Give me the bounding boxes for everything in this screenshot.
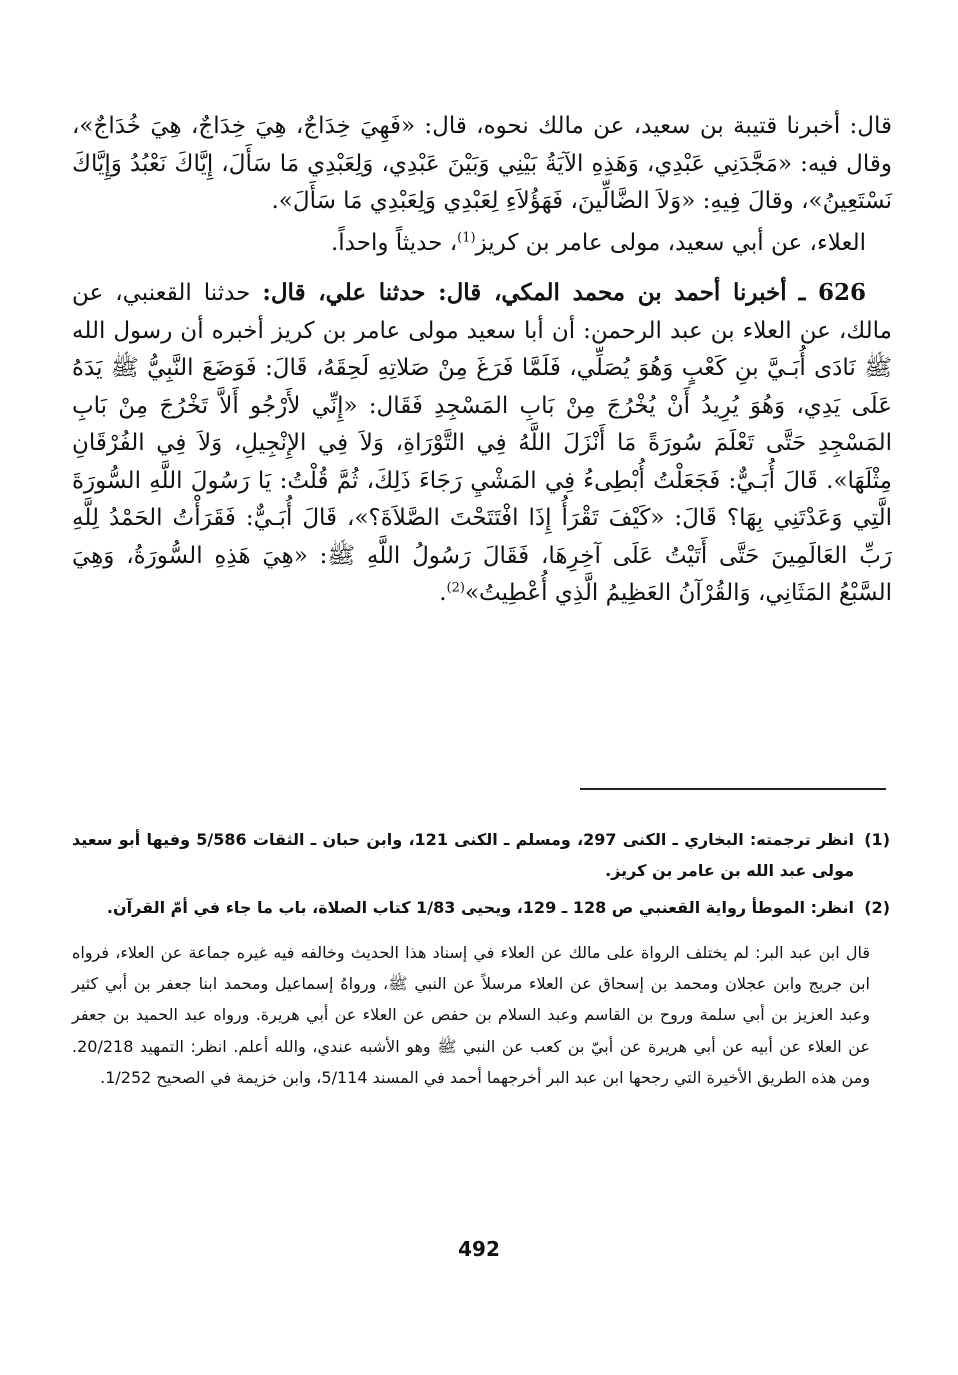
footnote-commentary: قال ابن عبد البر: لم يختلف الرواة على مالك عن العلاء في إسناد هذا الحديث وخالفه فيه غيره جماعة عن العلاء، فرواه ابن جريج وابن عجلان ومحمد بن إسحاق عن العلاء مرسلاً عن النبي ﷺ، ورواهُ إسماعيل ومحمد ابنا جعفر بن أبي كثير وعبد العزيز بن أبي سلمة وروح بن القاسم وعبد السلام بن حفص عن العلاء عن أبي هريرة. ورواه عبد الحميد بن جعفر عن العلاء عن أبيه عن أبي هريرة عن أبيّ بن كعب عن النبي ﷺ وهو الأشبه عندي، والله أعلم. انظر: التمهيد 20/218. ومن هذه الطريق الأخيرة التي رجحها ابن عبد البر أخرجهما أحمد في المسند 5/114، وابن خزيمة في الصحيح 1/252. <box>72 943 870 1087</box>
narrator-heading-text: العلاء، عن أبي سعيد، مولى عامر بن كريز <box>475 229 866 256</box>
hadith-text-end: . <box>439 580 447 606</box>
footnote-2 <box>72 892 890 923</box>
footnote-1-number: (1) <box>864 830 890 849</box>
hadith-continuation-paragraph: قال: أخبرنا قتيبة بن سعيد، عن مالك نحوه، قال: «فَهِيَ خِدَاجٌ، هِيَ خِدَاجٌ، هِيَ خُدَاجٌ»، وقال فيه: «مَجَّدَنِي عَبْدِي، وَهَذِهِ الآيَةُ بَيْنِي وَبَيْنَ عَبْدِي، وَلِعَبْدِي مَا سَأَلَ، إِيَّاكَ نَعْبُدُ وَإِيَّاكَ نَسْتَعِينُ»، وقالَ فِيهِ: «وَلاَ الضَّالِّينَ، فَهَؤُلاَءِ لِعَبْدِي وَلِعَبْدِي مَا سَأَلَ». <box>72 113 892 214</box>
footnote-2-text: انظر: الموطأ رواية القعنبي ص 128 ـ 129، ويحيى 1/83 كتاب الصلاة، باب ما جاء في أمّ القرآن. <box>106 898 854 917</box>
page-number: 492 <box>458 1237 500 1261</box>
footnote-1 <box>72 824 890 886</box>
hadith-text: حدثنا القعنبي، عن مالك، عن العلاء بن عبد الرحمن: أن أبا سعيد مولى عامر بن كريز أخبره أن رسول الله ﷺ نَادَى أُبَـيَّ بنِ كَعْبٍ وَهُوَ يُصَلِّي، فَلَمَّا فَرَغَ مِنْ صَلاتِهِ لَحِقَهُ، قَالَ: فَوَضَعَ النَّبِيُّ ﷺ يَدَهُ عَلَى يَدِي، وَهُوَ يُرِيدُ أَنْ يُخْرُجَ مِنْ بَابِ المَسْجِدِ فَقَال: «إِنِّي لأَرْجُو أَلاَّ تَخْرُجَ مِنْ بَابِ المَسْجِدِ حَتَّى تَعْلَمَ سُورَةً مَا أَنْزَلَ اللَّهُ فِي التَّوْرَاةِ، وَلاَ فِي الإِنْجِيلِ، وَلاَ فِي الفُرْقَانِ مِثْلَهَا». قَالَ أُبَـيٌّ: فَجَعَلْتُ أُبْطِىءُ فِي المَشْيِ رَجَاءَ ذَلِكَ، ثُمَّ قُلْتُ: يَا رَسُولَ اللَّهِ السُّورَةَ الَّتِي وَعَدْتَنِي بِهَا؟ قَالَ: «كَيْفَ تَقْرَأُ إِذَا افْتَتَحْتَ الصَّلاَةَ؟»، قَالَ أُبَـيٌّ: فَقَرَأْتُ الحَمْدُ لِلَّهِ رَبِّ العَالَمِينَ حَتَّى أَتَيْتُ عَلَى آخِرِهَا، فَقَالَ رَسُولُ اللَّهِ ﷺ: «هِيَ هَذِهِ السُّورَةُ، وَهِيَ السَّبْعُ المَثَانِي، وَالقُرْآنُ العَظِيمُ الَّذِي أُعْطِيتُ» <box>72 280 892 606</box>
hadith-number: 626 ـ <box>798 279 867 306</box>
main-text <box>72 108 892 613</box>
footnote-ref-2[interactable]: (2) <box>446 580 465 596</box>
narrator-heading-paragraph <box>72 225 892 263</box>
footnote-ref-1[interactable]: (1) <box>457 229 476 245</box>
hadith-isnad-intro: أخبرنا أحمد بن محمد المكي، قال: حدثنا علي، قال: <box>262 279 787 306</box>
hadith-626-paragraph <box>72 274 892 613</box>
footnote-2-number: (2) <box>864 898 890 917</box>
narrator-heading-tail: ، حديثاً واحداً. <box>330 229 458 256</box>
footnotes-section <box>72 824 890 1093</box>
footnote-separator <box>580 788 886 790</box>
footnote-1-text: انظر ترجمته: البخاري ـ الكنى 297، ومسلم ـ الكنى 121، وابن حبان ـ الثقات 5/586 وفيها أبو سعيد مولى عبد الله بن عامر بن كريز. <box>72 830 855 880</box>
